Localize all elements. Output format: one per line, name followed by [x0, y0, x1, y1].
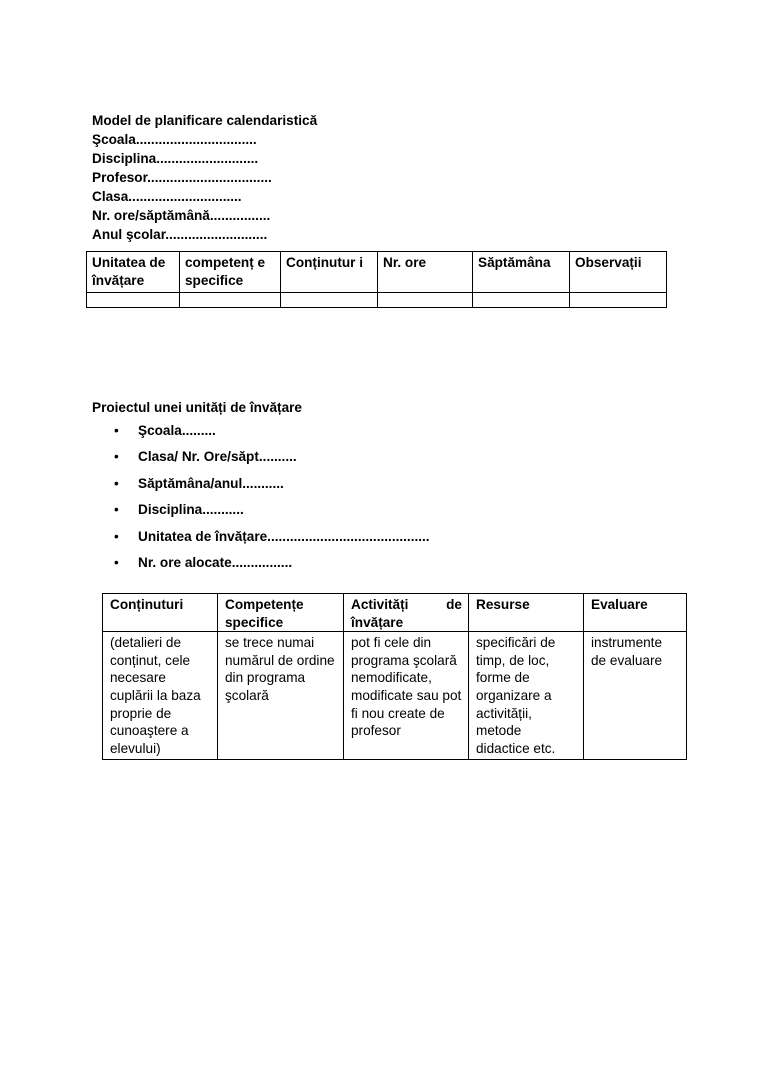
table-header-row [87, 252, 667, 293]
learning-unit-table [102, 593, 687, 760]
header-class: Clasa.............................. [92, 189, 242, 204]
bullet-icon: • [114, 449, 119, 465]
cell-resources-desc: specificări de timp, de loc, forme de organizare a activității, metode didactice etc. [469, 632, 584, 760]
list-item-label: Nr. ore alocate................ [138, 554, 293, 570]
col-week: Săptămâna [473, 252, 570, 293]
col-learning-activities [344, 594, 469, 632]
header-school-year: Anul şcolar........................... [92, 227, 268, 242]
bullet-icon: • [114, 554, 119, 570]
de-word: de [446, 597, 462, 612]
bullet-icon: • [114, 528, 119, 544]
planning-header [92, 111, 652, 244]
header-hours-per-week: Nr. ore/săptămână................ [92, 208, 271, 223]
list-item [92, 500, 692, 526]
bullet-icon: • [114, 475, 119, 491]
list-item-label: Disciplina........... [138, 502, 244, 518]
list-item [92, 421, 692, 447]
bullet-icon: • [114, 423, 119, 438]
header-discipline: Disciplina........................... [92, 151, 259, 166]
col-competences: Competențe specifice [218, 594, 344, 632]
header-title: Model de planificare calendaristică [92, 113, 318, 128]
empty-cell [473, 293, 570, 308]
col-specific-competences: competenț e specifice [180, 252, 281, 293]
table-row [103, 632, 687, 760]
col-contents: Conținuturi [103, 594, 218, 632]
bullet-icon: • [114, 502, 119, 518]
list-item-label: Şcoala......... [138, 423, 216, 438]
cell-contents-desc: (detalieri de conținut, cele necesare cuplării la baza proprie de cunoaştere a elevului) [103, 632, 218, 760]
col-contents: Conținutur i [281, 252, 378, 293]
empty-cell [180, 293, 281, 308]
empty-cell [87, 293, 180, 308]
header-school: Şcoala................................ [92, 132, 257, 147]
col-observations: Observații [570, 252, 667, 293]
list-item-label: Clasa/ Nr. Ore/săpt.......... [138, 449, 297, 465]
calendar-planning-table [86, 251, 667, 308]
section-title: Proiectul unei unități de învățare [92, 400, 302, 415]
list-item [92, 527, 692, 553]
list-item [92, 447, 692, 473]
empty-cell [570, 293, 667, 308]
empty-cell [378, 293, 473, 308]
list-item-label: Săptămâna/anul........... [138, 475, 284, 491]
cell-activities-desc: pot fi cele din programa şcolară nemodificate, modificate sau pot fi nou create de profesor [344, 632, 469, 760]
empty-cell [281, 293, 378, 308]
list-item [92, 553, 692, 579]
learning-word: învățare [351, 614, 404, 630]
activities-first-line [351, 596, 462, 614]
col-learning-unit: Unitatea de învățare [87, 252, 180, 293]
list-item [92, 474, 692, 500]
learning-unit-project [92, 398, 692, 579]
project-fields-list [92, 421, 692, 579]
col-resources: Resurse [469, 594, 584, 632]
activities-word: Activități [351, 597, 409, 612]
col-hours: Nr. ore [378, 252, 473, 293]
cell-evaluation-desc: instrumente de evaluare [584, 632, 687, 760]
table-row [87, 293, 667, 308]
list-item-label: Unitatea de învățare........................................... [138, 528, 430, 544]
cell-competences-desc: se trece numai numărul de ordine din programa şcolară [218, 632, 344, 760]
col-evaluation: Evaluare [584, 594, 687, 632]
table-header-row [103, 594, 687, 632]
header-teacher: Profesor................................. [92, 170, 272, 185]
